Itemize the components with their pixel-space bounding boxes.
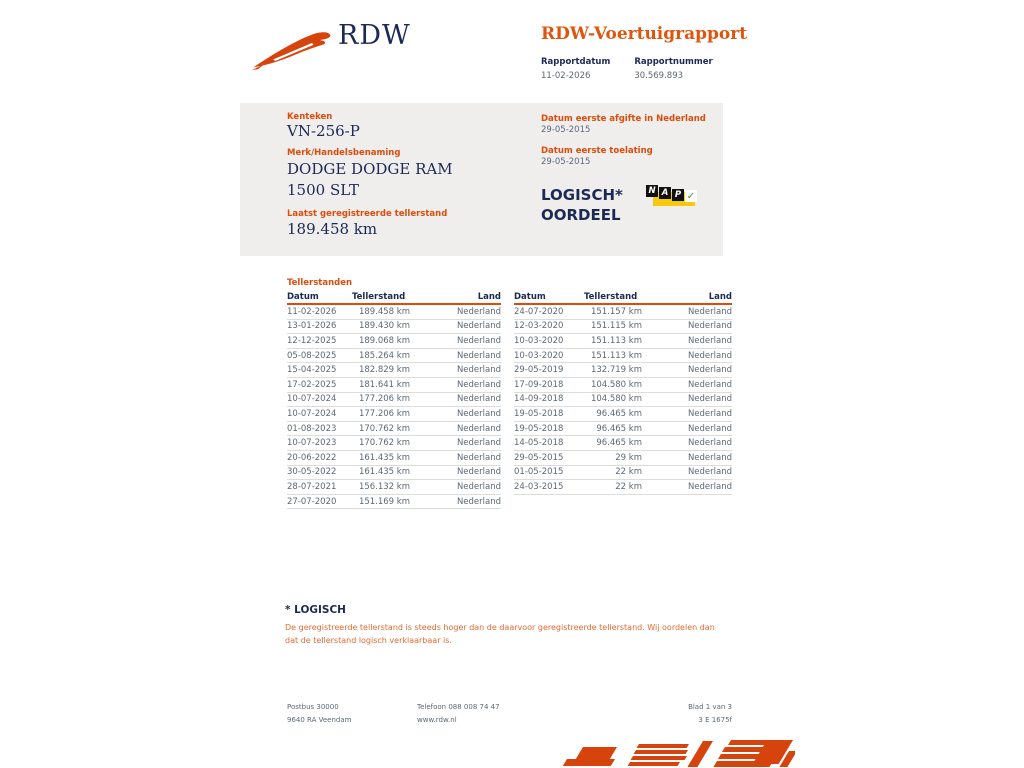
table-cell: 27-07-2020: [287, 496, 337, 507]
table-cell: 17-02-2025: [287, 379, 337, 390]
table-cell: 161.435 km: [358, 452, 410, 463]
table-cell: Nederland: [687, 306, 732, 317]
table-row: [287, 466, 501, 481]
table-cell: 151.113 km: [590, 335, 642, 346]
table-row: [514, 451, 732, 466]
column-header-tellerstand: Tellerstand: [352, 292, 406, 302]
table-cell: Nederland: [687, 335, 732, 346]
table-cell: 22 km: [615, 481, 642, 492]
table-cell: Nederland: [687, 481, 732, 492]
report-meta: [541, 57, 713, 81]
table-cell: 161.435 km: [358, 467, 410, 478]
table-cell: Nederland: [456, 408, 501, 419]
table-cell: 01-08-2023: [287, 423, 337, 434]
table-cell: 24-03-2015: [514, 481, 564, 492]
table-cell: Nederland: [687, 365, 732, 376]
footer-contact: [417, 701, 500, 727]
table-cell: 29-05-2015: [514, 452, 564, 463]
table-cell: Nederland: [456, 496, 501, 507]
table-cell: 22 km: [615, 467, 642, 478]
table-row: [514, 349, 732, 364]
merk-label: Merk/Handelsbenaming: [287, 148, 401, 158]
rapportnummer-label: Rapportnummer: [634, 57, 713, 67]
table-row: [514, 320, 732, 335]
table-row: [514, 466, 732, 481]
rapportnummer-block: [634, 57, 712, 81]
table-row: [514, 436, 732, 451]
kenteken-label: Kenteken: [287, 112, 333, 122]
table-row: [287, 495, 501, 510]
eerste-toelating-label: Datum eerste toelating: [541, 146, 653, 156]
nap-letter-a: A: [659, 187, 671, 199]
table-row: [287, 422, 501, 437]
logisch-note-heading: * LOGISCH: [285, 604, 346, 616]
table-cell: Nederland: [456, 481, 501, 492]
table-cell: 24-07-2020: [514, 306, 564, 317]
table-cell: Nederland: [687, 350, 732, 361]
tellerstanden-table-right: [514, 291, 732, 495]
footer-address: [287, 701, 351, 727]
footer-blad: Blad 1 van 3: [688, 703, 732, 711]
table-header: [514, 291, 732, 305]
table-cell: 14-09-2018: [514, 394, 564, 405]
table-cell: 10-07-2023: [287, 438, 337, 449]
oordeel-line1: LOGISCH*: [541, 186, 623, 204]
page-title: RDW-Voertuigrapport: [541, 24, 748, 44]
table-cell: 189.458 km: [358, 306, 410, 317]
eerste-afgifte-value: 29-05-2015: [541, 125, 591, 135]
footer-page-info: [688, 701, 732, 727]
table-cell: Nederland: [456, 350, 501, 361]
table-cell: 12-12-2025: [287, 335, 337, 346]
column-header-land: Land: [708, 292, 732, 302]
table-cell: Nederland: [687, 423, 732, 434]
table-cell: 30-05-2022: [287, 467, 337, 478]
rapportdatum-block: [541, 57, 610, 81]
table-cell: Nederland: [687, 379, 732, 390]
column-header-tellerstand: Tellerstand: [584, 292, 638, 302]
table-cell: 170.762 km: [358, 423, 410, 434]
table-cell: 96.465 km: [596, 408, 642, 419]
table-row: [287, 436, 501, 451]
tellerstanden-section-title: Tellerstanden: [287, 278, 353, 288]
table-cell: 177.206 km: [358, 408, 410, 419]
table-row: [514, 422, 732, 437]
table-cell: 96.465 km: [596, 423, 642, 434]
table-row: [287, 334, 501, 349]
table-cell: 156.132 km: [358, 481, 410, 492]
column-header-land: Land: [477, 292, 501, 302]
table-cell: 19-05-2018: [514, 423, 564, 434]
merk-value: [287, 159, 453, 201]
logisch-note-body: De geregistreerde tellerstand is steeds hoger dan de daarvoor geregistreerde tellerstand. Wij oordelen dan dat de tellerstand logisch verklaarbaar is.: [285, 623, 715, 645]
table-cell: 151.113 km: [590, 350, 642, 361]
table-cell: 151.169 km: [358, 496, 410, 507]
table-row: [287, 480, 501, 495]
table-cell: 181.641 km: [358, 379, 410, 390]
column-header-datum: Datum: [287, 292, 319, 302]
table-cell: Nederland: [456, 335, 501, 346]
table-cell: 189.068 km: [358, 335, 410, 346]
nap-check-icon: ✓: [686, 190, 696, 202]
table-cell: Nederland: [687, 394, 732, 405]
table-cell: 177.206 km: [358, 394, 410, 405]
column-header-datum: Datum: [514, 292, 546, 302]
table-cell: 28-07-2021: [287, 481, 337, 492]
table-row: [287, 451, 501, 466]
table-cell: Nederland: [456, 379, 501, 390]
table-row: [514, 378, 732, 393]
table-cell: Nederland: [456, 438, 501, 449]
table-cell: 10-03-2020: [514, 335, 564, 346]
rdw-stripes-graphic: [553, 737, 795, 768]
nap-logo: [646, 185, 698, 209]
table-cell: 11-02-2026: [287, 306, 337, 317]
table-cell: 15-04-2025: [287, 365, 337, 376]
table-row: [514, 363, 732, 378]
laatste-tellerstand-value: 189.458 km: [287, 220, 378, 238]
nap-tiles: [646, 185, 697, 202]
table-cell: 14-05-2018: [514, 438, 564, 449]
merk-value-line2: 1500 SLT: [287, 181, 359, 199]
table-cell: Nederland: [456, 306, 501, 317]
table-cell: 185.264 km: [358, 350, 410, 361]
table-cell: Nederland: [687, 321, 732, 332]
table-cell: 01-05-2015: [514, 467, 564, 478]
eerste-afgifte-label: Datum eerste afgifte in Nederland: [541, 114, 706, 124]
table-cell: 29 km: [615, 452, 642, 463]
footer-website: www.rdw.nl: [417, 716, 457, 724]
table-cell: 170.762 km: [358, 438, 410, 449]
table-cell: Nederland: [687, 452, 732, 463]
table-row: [287, 363, 501, 378]
table-cell: 17-09-2018: [514, 379, 564, 390]
table-cell: 104.580 km: [590, 379, 642, 390]
table-row: [287, 393, 501, 408]
table-body: [514, 305, 732, 495]
table-cell: Nederland: [687, 467, 732, 478]
table-cell: Nederland: [456, 452, 501, 463]
table-cell: 189.430 km: [358, 321, 410, 332]
table-cell: Nederland: [456, 394, 501, 405]
nap-letter-p: P: [672, 189, 684, 201]
rapportnummer-value: 30.569.893: [634, 71, 684, 81]
table-cell: Nederland: [687, 438, 732, 449]
footer-address-line2: 9640 RA Veendam: [287, 716, 352, 724]
footer-form-code: 3 E 1675f: [698, 716, 732, 724]
table-row: [287, 378, 501, 393]
footer-phone: Telefoon 088 008 74 47: [417, 703, 500, 711]
rdw-logo-text: RDW: [338, 20, 411, 51]
table-cell: 182.829 km: [358, 365, 410, 376]
rapportdatum-value: 11-02-2026: [541, 71, 591, 81]
table-cell: 132.719 km: [590, 365, 642, 376]
table-cell: 19-05-2018: [514, 408, 564, 419]
table-cell: 104.580 km: [590, 394, 642, 405]
table-row: [514, 393, 732, 408]
table-cell: 96.465 km: [596, 438, 642, 449]
table-cell: 13-01-2026: [287, 321, 337, 332]
table-cell: 10-07-2024: [287, 408, 337, 419]
table-cell: 05-08-2025: [287, 350, 337, 361]
eerste-toelating-value: 29-05-2015: [541, 157, 591, 167]
nap-letter-n: N: [646, 185, 658, 197]
table-row: [287, 320, 501, 335]
footer-address-line1: Postbus 30000: [287, 703, 339, 711]
table-cell: Nederland: [456, 321, 501, 332]
table-row: [514, 407, 732, 422]
table-cell: 12-03-2020: [514, 321, 564, 332]
oordeel-line2: OORDEEL: [541, 206, 621, 224]
table-row: [514, 305, 732, 320]
rdw-feather-logo-icon: [252, 24, 336, 70]
table-cell: 10-03-2020: [514, 350, 564, 361]
table-cell: 29-05-2019: [514, 365, 564, 376]
laatste-tellerstand-label: Laatst geregistreerde tellerstand: [287, 209, 448, 219]
table-cell: Nederland: [456, 467, 501, 478]
table-cell: 10-07-2024: [287, 394, 337, 405]
table-row: [287, 407, 501, 422]
oordeel-text: [541, 185, 623, 225]
table-row: [514, 334, 732, 349]
table-body: [287, 305, 501, 509]
table-row: [514, 480, 732, 495]
table-cell: Nederland: [456, 365, 501, 376]
table-row: [287, 349, 501, 364]
table-header: [287, 291, 501, 305]
table-row: [287, 305, 501, 320]
table-cell: Nederland: [456, 423, 501, 434]
merk-value-line1: DODGE DODGE RAM: [287, 160, 453, 178]
table-cell: 151.157 km: [590, 306, 642, 317]
rapportdatum-label: Rapportdatum: [541, 57, 611, 67]
table-cell: Nederland: [687, 408, 732, 419]
table-cell: 151.115 km: [590, 321, 642, 332]
tellerstanden-table-left: [287, 291, 501, 509]
kenteken-value: VN-256-P: [287, 122, 360, 140]
table-cell: 20-06-2022: [287, 452, 337, 463]
